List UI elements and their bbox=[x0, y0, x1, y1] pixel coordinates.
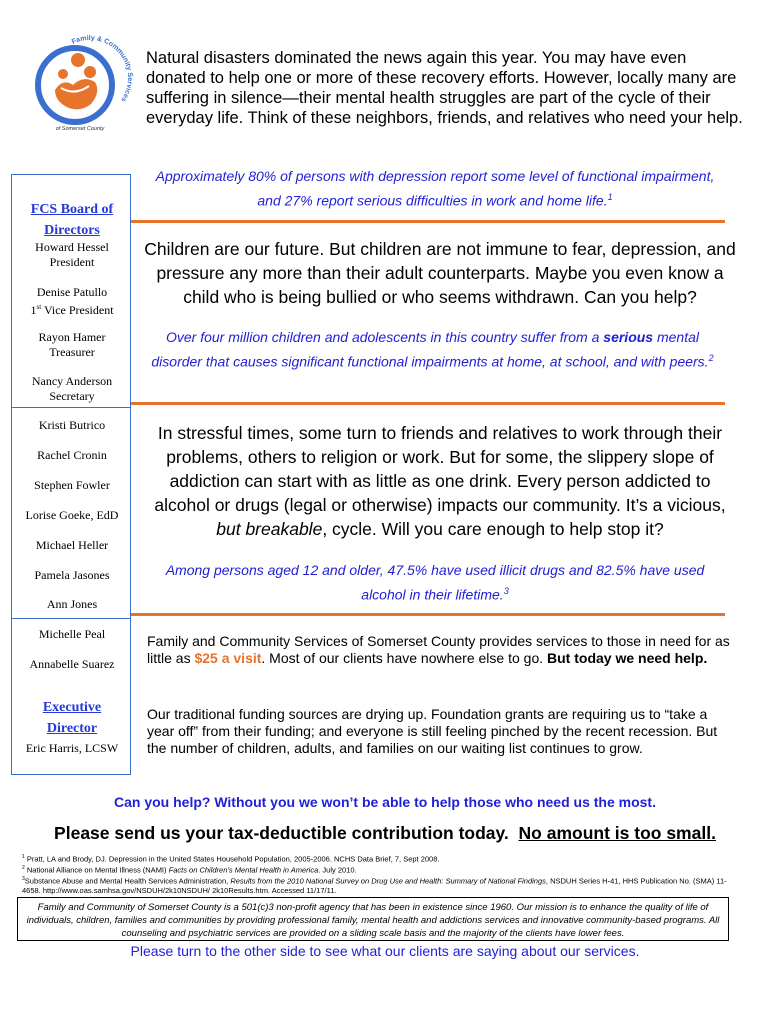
logo-sub-text: of Somerset County bbox=[55, 126, 105, 132]
callout-text: Approximately 80% of persons with depression report some level of functional impairment, and 27% report serious difficulties in work and home life. bbox=[155, 168, 715, 209]
footnote bbox=[22, 853, 732, 864]
footnote bbox=[22, 875, 732, 896]
footnote-number: 3 bbox=[22, 876, 25, 882]
price-highlight: $25 a visit bbox=[194, 650, 262, 666]
services-text: . Most of our clients have nowhere else to go. bbox=[261, 650, 548, 666]
funding-paragraph: Our traditional funding sources are drying up. Foundation grants are requiring us to “take a year off” from their funding; and everyone is still feeling pinched by the recent recession. But the number of children, adults, and families on our waiting list continues to grow. bbox=[147, 706, 718, 756]
footnote bbox=[22, 864, 732, 875]
officer-name: Howard Hessel bbox=[35, 240, 109, 254]
member-name: Kristi Butrico bbox=[38, 418, 106, 432]
callout-text: Over four million children and adolescents in this country suffer from a bbox=[165, 329, 604, 345]
footnote-italic: Results from the 2010 National Survey on Drug Use and Health: Summary of National Findings bbox=[230, 876, 546, 886]
officer-name: Rayon Hamer bbox=[38, 330, 106, 344]
children-paragraph: Children are our future. But children are not immune to fear, depression, and pressure any more than their adult counterparts. Maybe you even know a child who is being bullied or who seems withdrawn. Can you help? bbox=[144, 239, 736, 307]
officer-role bbox=[12, 300, 132, 318]
member-name: Rachel Cronin bbox=[37, 448, 107, 462]
drug-stat-callout bbox=[150, 560, 720, 606]
addiction-text: In stressful times, some turn to friends and relatives to work through their problems, others to religion or work. But for some, the slippery slope of addiction can start with as little as one drink. Every person addicted to alcohol or drugs (legal or otherwise) impacts our community. It’s a vicious, bbox=[154, 423, 726, 515]
addiction-text: , cycle. Will you care enough to help stop it? bbox=[322, 519, 664, 539]
contribution-plea bbox=[0, 823, 770, 844]
children-stat-callout bbox=[145, 327, 720, 373]
callout-text: mental disorder that causes significant functional impairments at home, at school, and with peers. bbox=[151, 329, 709, 370]
callout-text: Among persons aged 12 and older, 47.5% have used illicit drugs and 82.5% have used alcohol in their lifetime. bbox=[165, 562, 705, 603]
services-bold: But today we need help. bbox=[547, 650, 708, 666]
officer-entry bbox=[12, 330, 132, 360]
officer-entry bbox=[12, 240, 132, 270]
officer-entry bbox=[12, 285, 132, 318]
can-you-help-line: Can you help? Without you we won’t be able to help those who need us the most. bbox=[113, 794, 656, 810]
footnote-text: Pratt, LA and Brody, DJ. Depression in the United States Household Population, 2005-2006. NCHS Data Brief, 7, Sept 2008. bbox=[26, 854, 440, 864]
member-name: Michelle Peal bbox=[38, 627, 106, 641]
officer-name: Nancy Anderson bbox=[31, 374, 113, 388]
member-name: Lorise Goeke, EdD bbox=[25, 508, 119, 522]
footnote-text: Substance Abuse and Mental Health Services Administration, bbox=[24, 876, 231, 886]
member-name: Annabelle Suarez bbox=[29, 657, 115, 671]
footnote-ref: 2 bbox=[708, 353, 714, 363]
sidebar-rule bbox=[12, 618, 130, 619]
footnote-ref: 3 bbox=[503, 586, 509, 596]
section-divider bbox=[130, 613, 725, 616]
footnote-ref: 1 bbox=[607, 192, 613, 202]
member-name: Ann Jones bbox=[46, 597, 98, 611]
officer-entry bbox=[12, 374, 132, 404]
officer-role: President bbox=[49, 255, 95, 269]
executive-title: Executive Director bbox=[42, 700, 102, 736]
board-sidebar bbox=[11, 174, 131, 775]
footnote-text: , NSDUH Series H-41, HHS Publication No. (SMA) 11-4658. http://www.oas.samhsa.gov/NSDUH/2k10NSDUH/ 2k10Results.htm. Accessed 11/17/11. bbox=[22, 876, 727, 895]
member-name: Stephen Fowler bbox=[34, 478, 110, 492]
board-title: FCS Board of Directors bbox=[30, 202, 114, 238]
intro-paragraph: Natural disasters dominated the news again this year. You may have even donated to help one or more of these recovery efforts. However, locally many are suffering in silence—their mental health struggles are part of the cycle of their everyday life. Think of these neighbors, friends, and relatives who need your help. bbox=[146, 49, 743, 127]
fcs-logo bbox=[33, 30, 133, 135]
footnote-number: 1 bbox=[22, 854, 25, 860]
role-text: Vice President bbox=[43, 303, 114, 317]
footnote-italic: Facts on Children’s Mental Health in America bbox=[168, 865, 319, 875]
addiction-paragraph bbox=[140, 421, 740, 541]
officer-role: Secretary bbox=[49, 389, 95, 403]
footnote-text: . July 2010. bbox=[318, 865, 357, 875]
depression-stat-callout bbox=[150, 166, 720, 212]
section-divider bbox=[130, 402, 725, 405]
officer-role: Treasurer bbox=[49, 345, 95, 359]
addiction-italic: but breakable bbox=[216, 519, 323, 539]
services-paragraph bbox=[147, 633, 737, 667]
mission-statement-box: Family and Community of Somerset County is a 501(c)3 non-profit agency that has been in existence since 1960. Our mission is to enhance the quality of life of individuals, children, families and communities by providing professional family, mental health and addictions services and innovative community-based programs. All counseling and psychiatric services are provided on a sliding scale basis and the majority of the clients have lower fees. bbox=[17, 897, 729, 941]
footnotes bbox=[22, 853, 732, 896]
member-name: Michael Heller bbox=[35, 538, 109, 552]
role-ordinal: 1 bbox=[30, 303, 37, 317]
role-ordinal-suffix: st bbox=[36, 303, 42, 311]
logo-arc-text: Family & Community Services bbox=[70, 34, 133, 103]
member-name: Pamela Jasones bbox=[34, 568, 110, 582]
plea-text: Please send us your tax-deductible contribution today. bbox=[54, 823, 509, 843]
turn-over-note: Please turn to the other side to see what our clients are saying about our services. bbox=[130, 943, 640, 959]
callout-bold-word: serious bbox=[603, 329, 654, 345]
plea-underlined: No amount is too small. bbox=[518, 823, 716, 843]
services-text: Family and Community Services of Somerset County provides services to those in need for as little as bbox=[147, 633, 730, 666]
footnote-number: 2 bbox=[22, 865, 25, 871]
section-divider bbox=[130, 220, 725, 223]
sidebar-rule bbox=[12, 407, 130, 408]
executive-name: Eric Harris, LCSW bbox=[25, 741, 119, 755]
footnote-text: National Alliance on Mental Illness (NAMI) bbox=[26, 865, 169, 875]
officer-name: Denise Patullo bbox=[36, 285, 108, 299]
